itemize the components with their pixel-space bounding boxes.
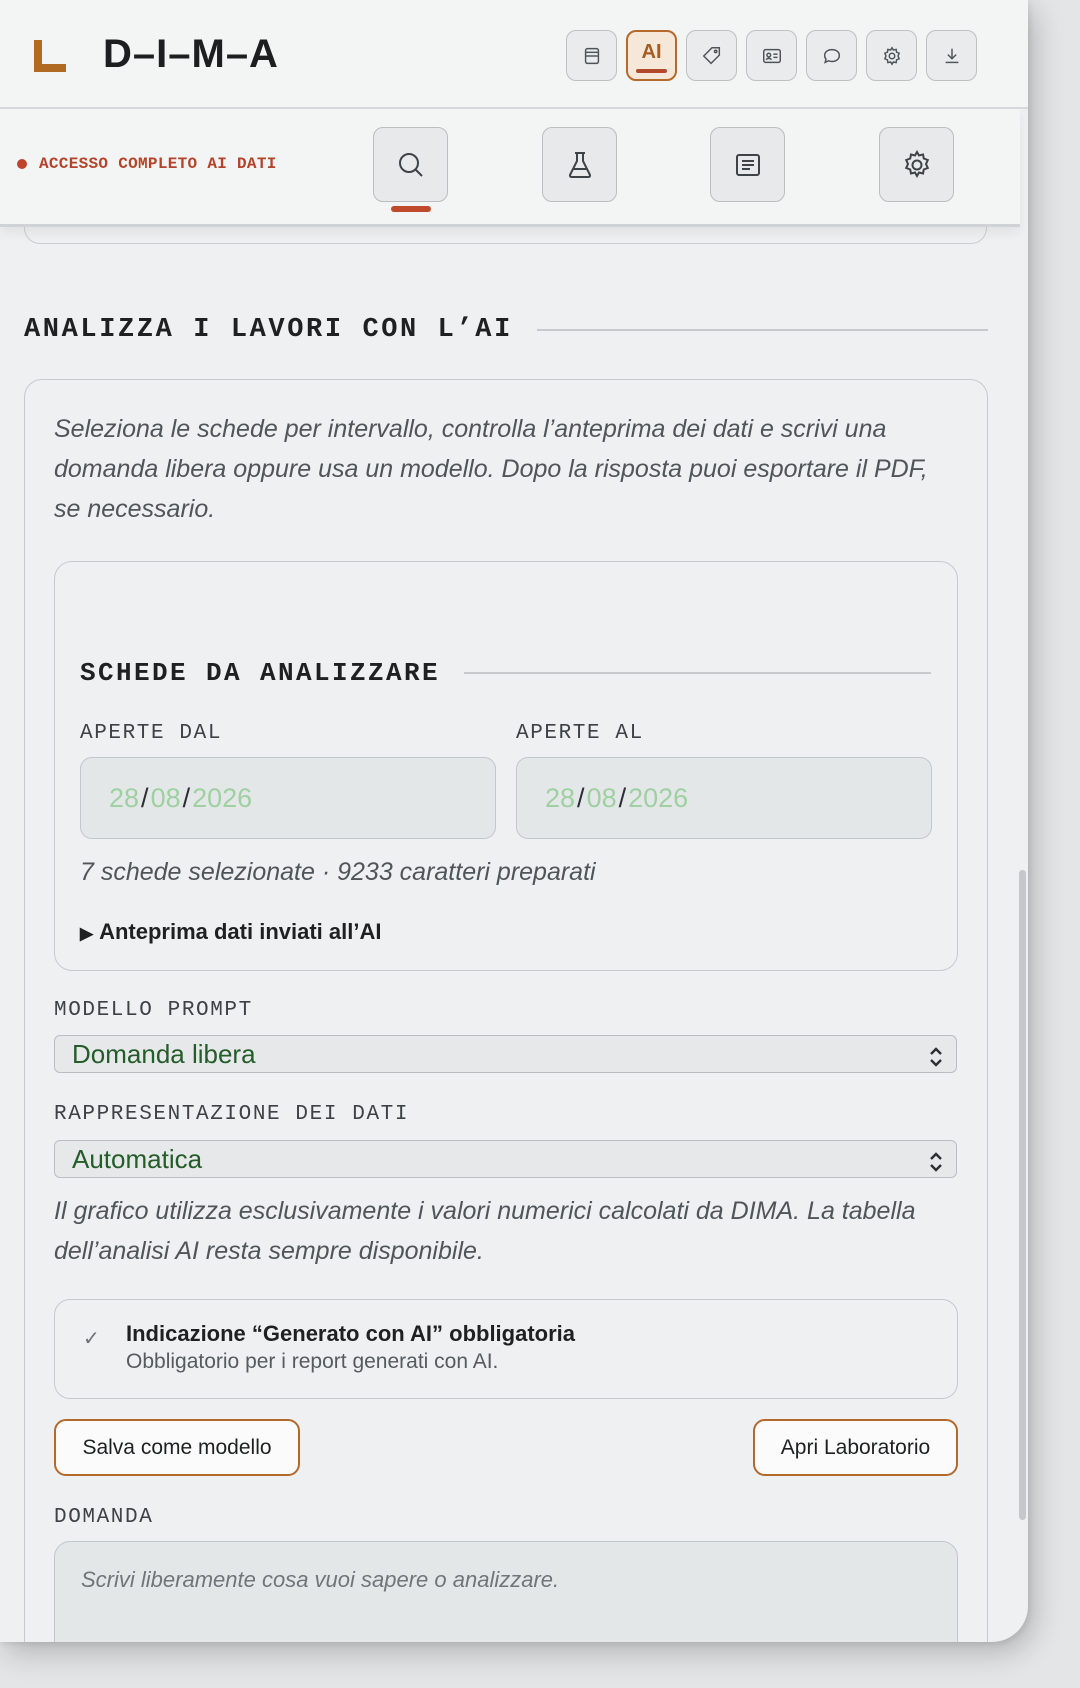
chevron-updown-icon [928,1044,944,1066]
section-title: ANALIZZA I LAVORI CON L’AI [24,315,513,345]
chat-button[interactable] [806,30,857,81]
ai-button[interactable] [626,30,677,81]
header-actions [566,30,977,81]
schede-header [80,658,931,688]
active-tab-indicator [391,206,431,212]
gear-icon [900,148,934,182]
search-icon [394,148,428,182]
sub-toolbar [0,109,1020,227]
id-card-icon [761,45,783,67]
ai-disclosure-subtitle: Obbligatorio per i report generati con AI. [126,1350,499,1373]
question-textarea[interactable]: Scrivi liberamente cosa vuoi sapere o analizzare. [54,1541,958,1642]
prompt-model-select[interactable] [54,1035,957,1073]
chat-icon [821,45,843,67]
archive-button[interactable] [566,30,617,81]
id-card-button[interactable] [746,30,797,81]
settings-button[interactable] [866,30,917,81]
prompt-model-label: MODELLO PROMPT [54,999,253,1022]
selection-summary: 7 schede selezionate · 9233 caratteri preparati [80,858,596,886]
active-indicator [636,69,667,73]
document-icon [731,148,765,182]
save-as-template-button[interactable]: Salva come modello [54,1419,300,1476]
prompt-model-value: Domanda libera [72,1038,256,1069]
from-date-input[interactable]: 28 / 08 / 2026 [80,757,496,839]
data-representation-select[interactable] [54,1140,957,1178]
tab-search[interactable] [373,127,448,202]
date-year: 2026 [192,782,253,813]
disclosure-triangle-icon: ▶ [80,924,94,943]
chevron-updown-icon [928,1149,944,1171]
from-date-label: APERTE DAL [80,722,223,745]
gear-icon [881,45,903,67]
tab-documents[interactable] [710,127,785,202]
date-day: 28 [545,782,576,813]
divider [464,672,931,674]
logo [34,40,66,72]
download-button[interactable] [926,30,977,81]
section-header [24,315,988,345]
data-preview-toggle[interactable] [80,919,381,945]
access-status-label: ACCESSO COMPLETO AI DATI [39,155,277,173]
archive-icon [581,45,603,67]
ai-disclosure-title: Indicazione “Generato con AI” obbligatoria [126,1321,576,1346]
tab-settings[interactable] [879,127,954,202]
open-lab-button[interactable]: Apri Laboratorio [753,1419,958,1476]
checkmark-icon[interactable]: ✓ [83,1328,100,1350]
divider [537,329,988,331]
to-date-label: APERTE AL [516,722,644,745]
data-representation-value: Automatica [72,1143,203,1174]
chart-note: Il grafico utilizza esclusivamente i valori numerici calcolati da DIMA. La tabella dell’analisi AI resta sempre disponibile. [54,1197,916,1265]
data-representation-label: RAPPRESENTAZIONE DEI DATI [54,1103,410,1126]
ai-disclosure-card [54,1299,958,1399]
tag-icon [701,45,723,67]
date-day: 28 [109,782,140,813]
status-dot [17,159,27,169]
schede-title: SCHEDE DA ANALIZZARE [80,658,441,688]
brand-title: D–I–M–A [103,32,279,76]
flask-icon [563,148,597,182]
ai-button-label: AI [641,41,662,63]
scrollbar[interactable] [1019,870,1026,1520]
date-month: 08 [586,782,617,813]
access-status [17,155,277,173]
data-preview-label: Anteprima dati inviati all’AI [99,919,382,944]
question-label: DOMANDA [54,1506,154,1529]
intro-text: Seleziona le schede per intervallo, controlla l’anteprima dei dati e scrivi una domanda libera oppure usa un modello. Dopo la risposta puoi esportare il PDF, se necessario. [54,415,928,523]
date-year: 2026 [628,782,689,813]
download-icon [941,45,963,67]
date-month: 08 [150,782,181,813]
app-header [0,0,1028,109]
to-date-input[interactable]: 28 / 08 / 2026 [516,757,932,839]
tag-button[interactable] [686,30,737,81]
tab-lab[interactable] [542,127,617,202]
